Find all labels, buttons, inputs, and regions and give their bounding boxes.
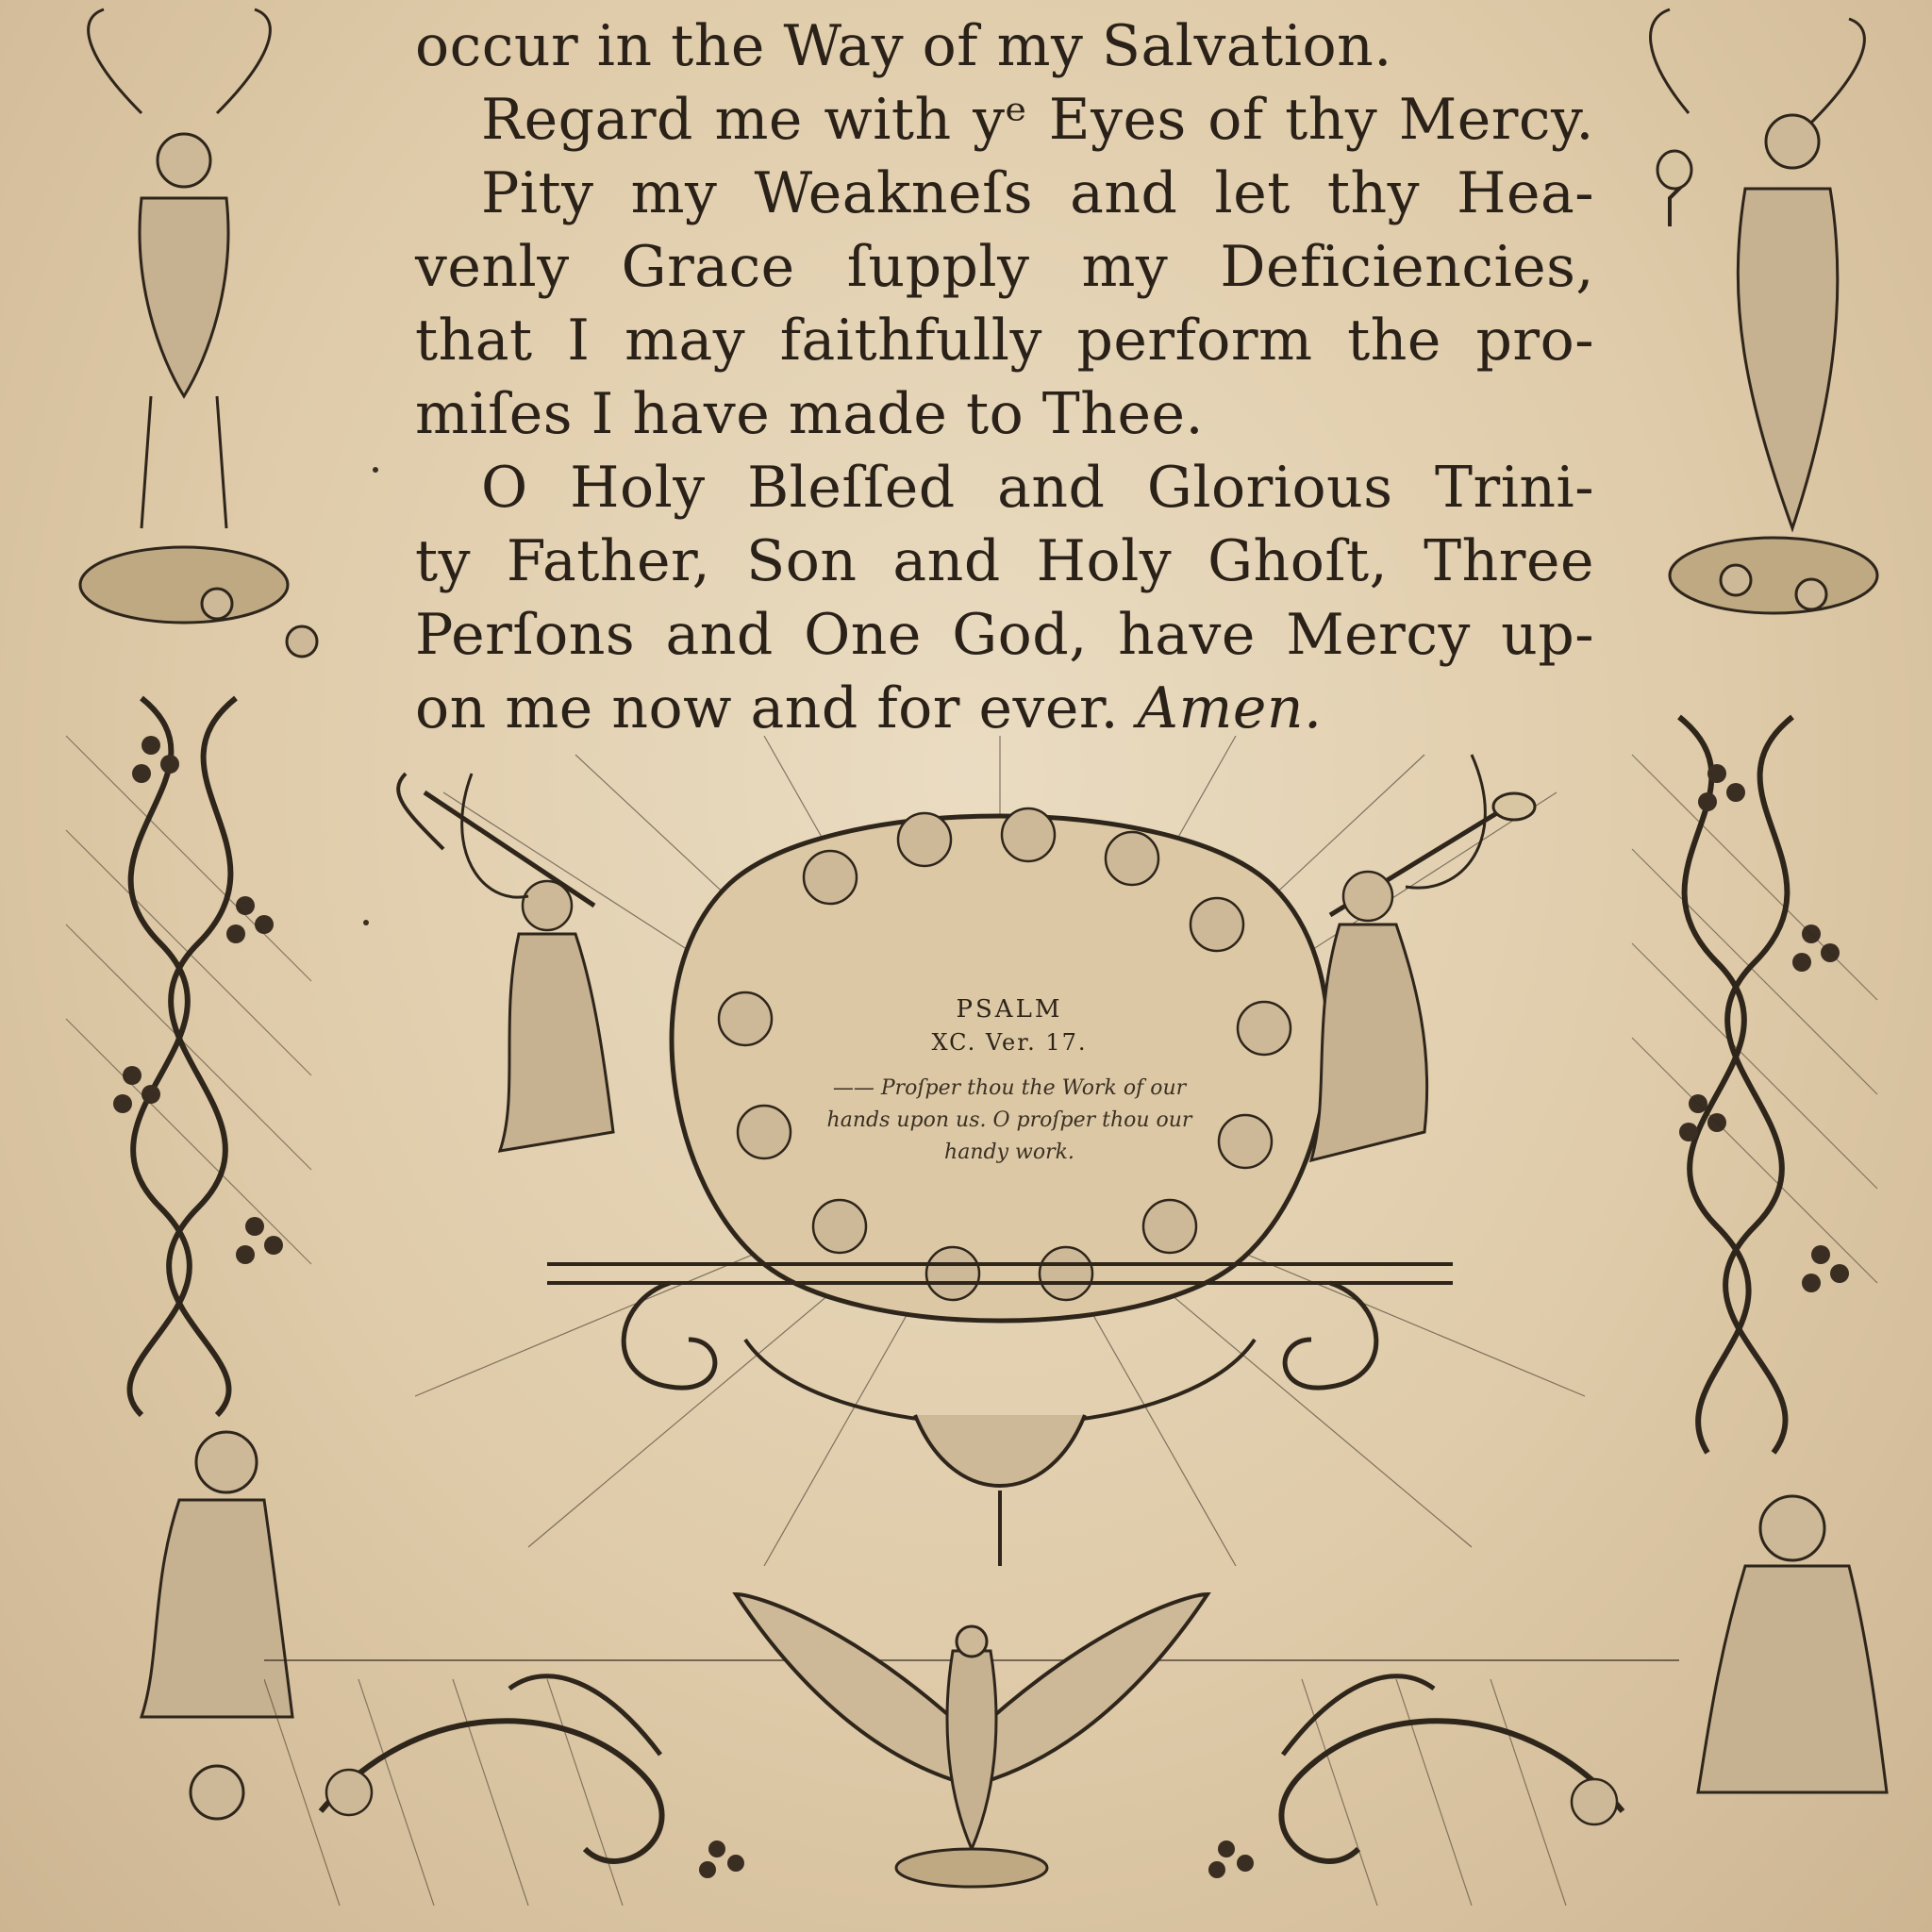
prayer-line: Perſons and One God, have Mercy up- bbox=[415, 602, 1594, 668]
prayer-last-line bbox=[415, 672, 1594, 745]
prayer-line: Regard me with yᵉ Eyes of thy Mercy. bbox=[481, 87, 1594, 153]
prayer-line: venly Grace ſupply my Deficiencies, bbox=[415, 234, 1594, 300]
prayer-line: that I may faithfully perform the pro- bbox=[415, 308, 1594, 374]
prayer-line: ty Father, Son and Holy Ghoſt, Three bbox=[415, 528, 1594, 594]
psalm-reference: XC. Ver. 17. bbox=[931, 1029, 1088, 1056]
ink-speck bbox=[363, 920, 369, 925]
prayer-line: miſes I have made to Thee. bbox=[415, 381, 1205, 447]
bottom-ornamental-border bbox=[264, 1566, 1679, 1906]
prayer-line: on me now and for ever. bbox=[415, 675, 1120, 741]
prayer-line: O Holy Bleſſed and Glorious Trini- bbox=[481, 455, 1594, 521]
psalm-verse: —— Proſper thou the Work of our hands upon us. O proſper thou our handy work. bbox=[826, 1076, 1192, 1164]
ink-speck bbox=[373, 467, 378, 473]
amen-word: Amen. bbox=[1137, 675, 1323, 741]
prayer-text bbox=[415, 9, 1594, 745]
psalm-heading: PSALM bbox=[956, 995, 1063, 1024]
prayer-line: occur in the Way of my Salvation. bbox=[415, 13, 1392, 79]
psalm-inscription bbox=[821, 995, 1198, 1169]
prayer-line: Pity my Weakneſs and let thy Hea- bbox=[481, 160, 1594, 226]
